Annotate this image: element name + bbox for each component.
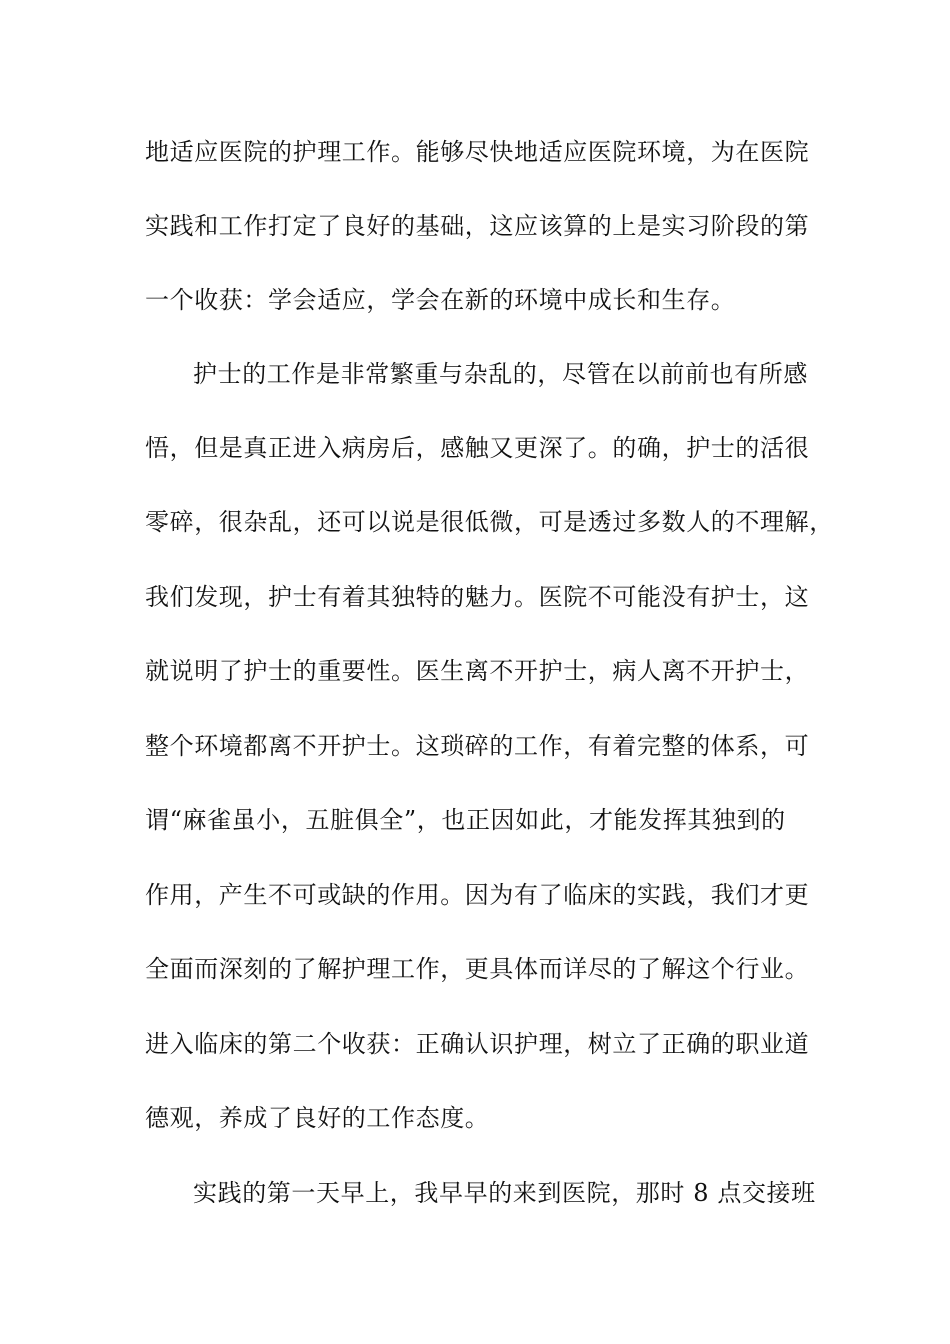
text-line: 地适应医院的护理工作。能够尽快地适应医院环境，为在医院	[145, 138, 810, 166]
text-line: 谓“麻雀虽小，五脏俱全”，也正因如此，才能发挥其独到的	[145, 806, 786, 834]
text-line: 零碎，很杂乱，还可以说是很低微，可是透过多数人的不理解，	[145, 508, 834, 536]
paragraph-start-line: 实践的第一天早上，我早早的来到医院，那时 8 点交接班	[193, 1179, 816, 1207]
text-line: 实践和工作打定了良好的基础，这应该算的上是实习阶段的第	[145, 212, 810, 240]
text-line: 全面而深刻的了解护理工作，更具体而详尽的了解这个行业。	[145, 955, 810, 983]
text-line: 作用，产生不可或缺的作用。因为有了临床的实践，我们才更	[145, 881, 810, 909]
text-line: 悟，但是真正进入病房后，感触又更深了。的确，护士的活很	[145, 434, 810, 462]
paragraph-start-line: 护士的工作是非常繁重与杂乱的，尽管在以前前也有所感	[193, 360, 808, 388]
text-line: 就说明了护士的重要性。医生离不开护士，病人离不开护士，	[145, 657, 810, 685]
text-line: 德观，养成了良好的工作态度。	[145, 1104, 490, 1132]
text-line: 一个收获：学会适应，学会在新的环境中成长和生存。	[145, 286, 736, 314]
text-line: 进入临床的第二个收获：正确认识护理，树立了正确的职业道	[145, 1030, 810, 1058]
text-line: 我们发现，护士有着其独特的魅力。医院不可能没有护士，这	[145, 583, 810, 611]
text-line: 整个环境都离不开护士。这琐碎的工作，有着完整的体系，可	[145, 732, 810, 760]
